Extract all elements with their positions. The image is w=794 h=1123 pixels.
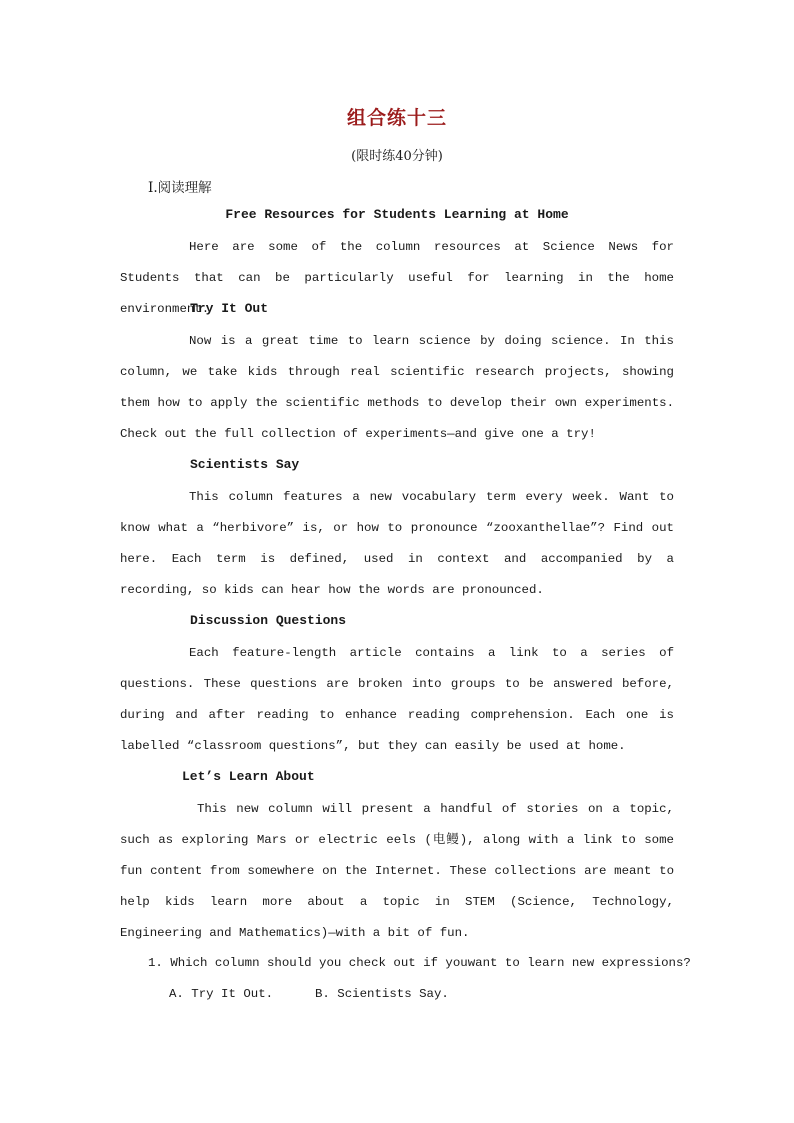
heading-try-it-out: Try It Out: [190, 301, 269, 316]
time-limit-subtitle: (限时练40分钟): [351, 149, 443, 164]
section-label: Ⅰ.阅读理解: [148, 180, 212, 196]
question-number: 1.: [148, 956, 163, 970]
question-text-part1: Which column should you check out if you: [170, 956, 468, 970]
heading-scientists-say: Scientists Say: [190, 457, 300, 472]
option-b: B. Scientists Say.: [315, 987, 449, 1001]
question-1: [148, 956, 691, 970]
page-title: 组合练十三: [346, 107, 447, 129]
heading-lets-learn-about: Let’s Learn About: [182, 769, 315, 784]
question-1-number-and-first-part: [148, 956, 468, 970]
paragraph-try-it-out: Now is a great time to learn science by doing science. In this column, we take kids through real scientific research projects, showing them how to apply the scientific methods to develop their own experiments. Check out the full collection of experiments—and give one a try!: [120, 334, 674, 441]
paragraph-lets-learn-about: This new column will present a handful of stories on a topic, such as exploring Mars or electric eels (电鳗), along with a link to some fun content from somewhere on the Internet. These collections are meant to help kids learn more about a topic in STEM (Science, Technology, Engineering and Mathematics)—with a bit of fun.: [120, 802, 674, 940]
passage-title: Free Resources for Students Learning at Home: [225, 207, 569, 222]
paragraph-discussion-questions: Each feature-length article contains a link to a series of questions. These questions are broken into groups to be answered before, during and after reading to enhance reading comprehension. Each one is labelled “classroom questions”, but they can easily be used at home.: [120, 646, 674, 753]
paragraph-scientists-say: This column features a new vocabulary term every week. Want to know what a “herbivore” is, or how to pronounce “zooxanthellae”? Find out here. Each term is defined, used in context and accompanied by a recording, so kids can hear how the words are pronounced.: [120, 490, 674, 597]
question-text-part2: want to learn new expressions?: [467, 956, 691, 970]
heading-discussion-questions: Discussion Questions: [190, 613, 347, 628]
paragraph-intro: Here are some of the column resources at Science News for Students that can be particularly useful for learning in the home environment.: [120, 240, 674, 316]
option-a: A. Try It Out.: [169, 987, 274, 1001]
